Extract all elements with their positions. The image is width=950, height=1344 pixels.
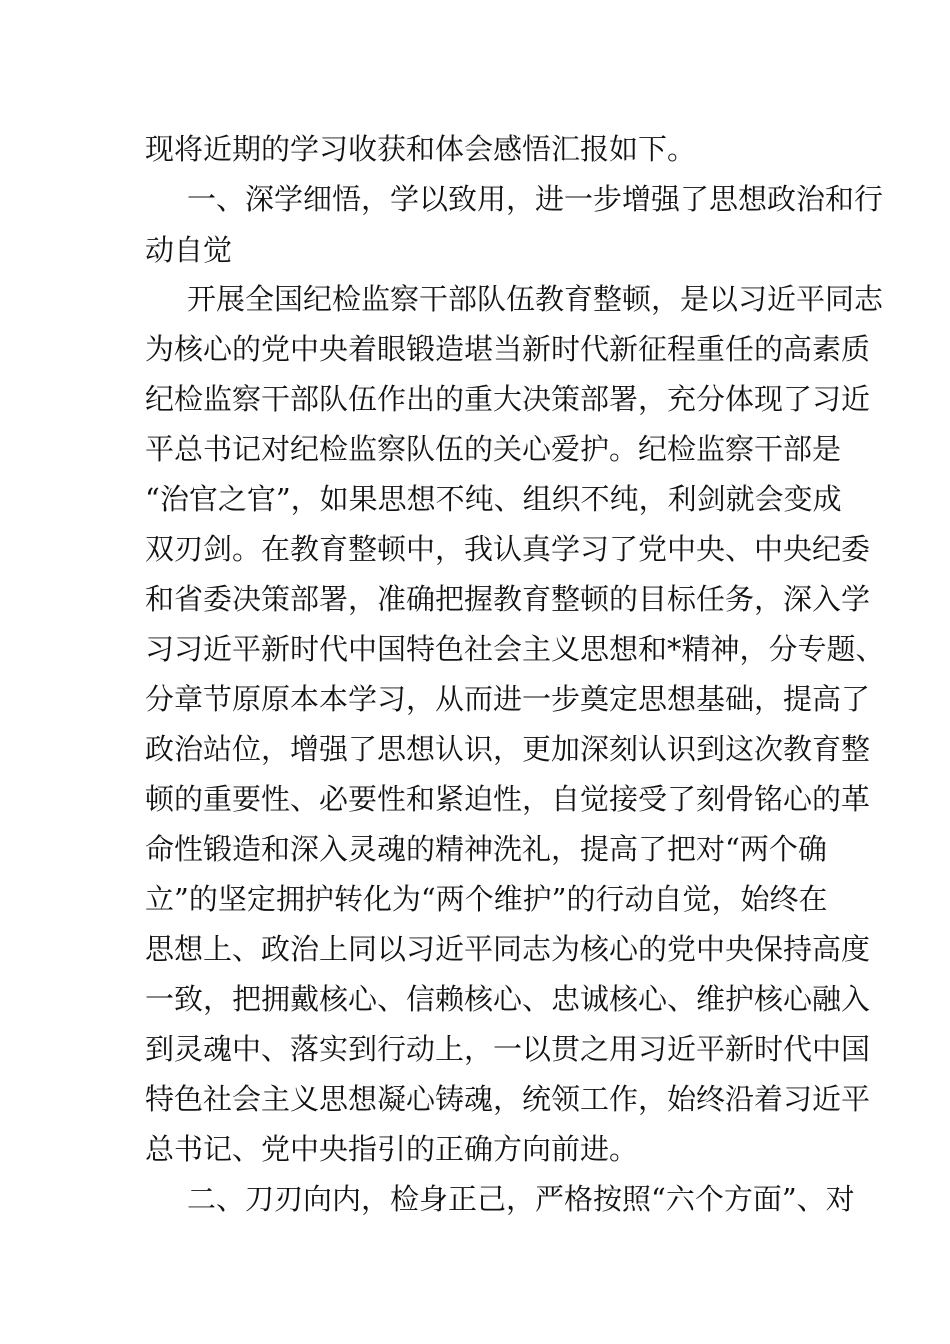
- section-heading-line: 二、刀刃向内，检身正己，严格按照“六个方面”、对: [187, 1182, 855, 1216]
- text-line: 平总书记对纪检监察队伍的关心爱护。纪检监察干部是: [145, 432, 842, 466]
- section-heading-line: 动自觉: [145, 233, 233, 267]
- text-line: 双刃剑。在教育整顿中，我认真学习了党中央、中央纪委: [145, 532, 871, 566]
- text-line: “治官之官”，如果思想不纯、组织不纯，利剑就会变成: [145, 482, 842, 516]
- text-line: 思想上、政治上同以习近平同志为核心的党中央保持高度: [145, 932, 871, 966]
- text-line: 命性锻造和深入灵魂的精神洗礼，提高了把对“两个确: [145, 832, 827, 866]
- text-line: 总书记、党中央指引的正确方向前进。: [145, 1132, 639, 1166]
- text-line: 政治站位，增强了思想认识，更加深刻认识到这次教育整: [145, 732, 871, 766]
- text-line: 特色社会主义思想凝心铸魂，统领工作，始终沿着习近平: [145, 1082, 871, 1116]
- text-line: 一致，把拥戴核心、信赖核心、忠诚核心、维护核心融入: [145, 982, 871, 1016]
- text-line: 顿的重要性、必要性和紧迫性，自觉接受了刻骨铭心的革: [145, 782, 871, 816]
- text-line: 分章节原原本本学习，从而进一步奠定思想基础，提高了: [145, 682, 871, 716]
- text-line: 开展全国纪检监察干部队伍教育整顿，是以习近平同志: [187, 282, 884, 316]
- text-line: 习习近平新时代中国特色社会主义思想和*精神，分专题、: [145, 632, 885, 666]
- text-line: 和省委决策部署，准确把握教育整顿的目标任务，深入学: [145, 582, 871, 616]
- section-heading-line: 一、深学细悟，学以致用，进一步增强了思想政治和行: [187, 182, 884, 216]
- text-line: 立”的坚定拥护转化为“两个维护”的行动自觉，始终在: [145, 882, 828, 916]
- text-line: 现将近期的学习收获和体会感悟汇报如下。: [145, 132, 697, 166]
- text-line: 纪检监察干部队伍作出的重大决策部署，充分体现了习近: [145, 382, 871, 416]
- text-line: 到灵魂中、落实到行动上，一以贯之用习近平新时代中国: [145, 1032, 871, 1066]
- text-line: 为核心的党中央着眼锻造堪当新时代新征程重任的高素质: [145, 332, 871, 366]
